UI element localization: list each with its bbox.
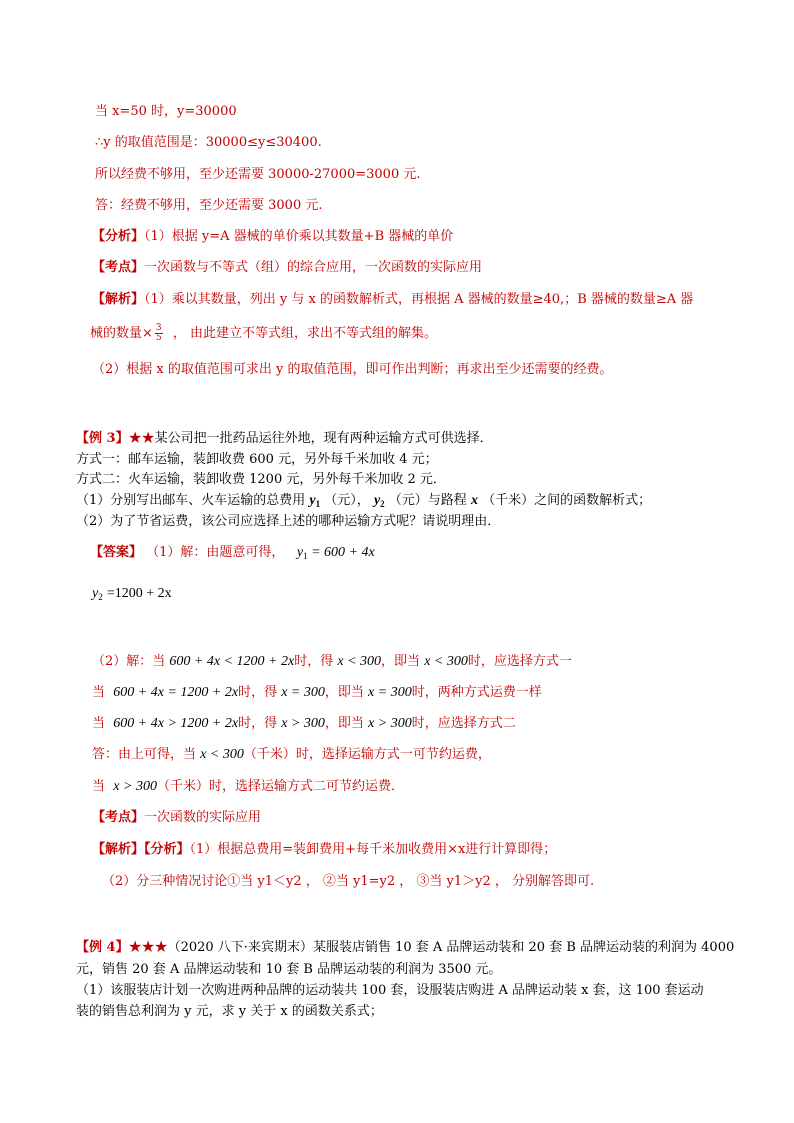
explanation-line-3: （2）根据 x 的取值范围可求出 y 的取值范围，即可作出判断；再求出至少还需要的经费。: [92, 362, 613, 377]
eq1-rhs: = 600 + 4x: [311, 545, 375, 560]
example-4-stars: ★★★: [128, 940, 168, 955]
question-1-text-b: （元），: [324, 493, 370, 508]
part-2-result: x < 300: [337, 654, 382, 669]
example-4-text-1: （2020 八下·来宾期末）某服装店销售 10 套 A 品牌运动装和 20 套 B 品牌运动装的利润为 4000: [167, 940, 735, 955]
eq1-sub: 1: [303, 551, 308, 561]
part-2-text-d: 时，应选择方式一: [467, 654, 572, 669]
ex3-keypoint-text: 一次函数的实际应用: [144, 810, 262, 825]
part-2-text-c: ，即当: [381, 654, 421, 669]
conclusion-2-text-a: 当: [92, 779, 106, 794]
example-4-label: 【例 4】: [76, 940, 129, 955]
part-2-text-a: （2）解：当: [92, 654, 166, 669]
fraction-three-fifths: [155, 324, 163, 343]
explanation-text-2b: ， 由此建立不等式组，求出不等式组的解集。: [172, 326, 438, 341]
part-3-result: x = 300: [281, 685, 325, 700]
part-2-line-3: [92, 716, 516, 732]
ex3-keypoint-label: 【考点】: [92, 810, 145, 825]
part-4-text-a: 当: [92, 716, 106, 731]
equation-y1: [297, 545, 375, 560]
keypoint-label: 【考点】: [92, 260, 145, 275]
example-3-way-1: 方式一：邮车运输，装卸收费 600 元，另外每千米加收 4 元；: [76, 452, 438, 467]
ex3-keypoint-line: [92, 810, 261, 826]
var-y2-main: y: [373, 493, 381, 508]
analysis-label: 【分析】: [92, 229, 145, 244]
part-4-text-c: ，即当: [324, 716, 364, 731]
part-4-text-b: 时，得: [238, 716, 278, 731]
example-3-header: [76, 431, 493, 447]
eq1-lhs: y: [296, 545, 304, 560]
fraction-denominator: 5: [155, 333, 162, 343]
eq2-rhs: =1200 + 2x: [106, 586, 172, 601]
answer-label: 【答案】: [90, 545, 143, 560]
example-3-label: 【例 3】: [76, 431, 129, 446]
conclusion-2-text-b: （千米）时，选择运输方式二可节约运费．: [156, 779, 404, 794]
conclusion-text-a: 答：由上可得，当: [92, 747, 197, 762]
conclusion-line-1: [92, 747, 491, 763]
var-x: x: [470, 493, 478, 508]
var-y2-sub: 2: [380, 499, 385, 509]
conclusion-result: x < 300: [200, 747, 244, 762]
ex3-explanation-label: 【解析】【分析】: [92, 842, 190, 857]
example-3-intro: 某公司把一批药品运往外地，现有两种运输方式可供选择．: [154, 431, 493, 446]
part-3-result-2: x = 300: [368, 685, 412, 700]
explanation-line-2: [90, 324, 437, 343]
fraction-numerator: 3: [155, 323, 162, 333]
part-4-inequality: 600 + 4x > 1200 + 2x: [113, 716, 239, 731]
eq2-var: [92, 586, 103, 601]
part-2-line-1: [92, 654, 572, 670]
ex3-explanation-line-2: （2）分三种情况讨论①当 y1＜y2 ， ②当 y1=y2 ， ③当 y1＞y2 ， 分别解答即可.: [102, 874, 595, 889]
example-4-line-3: （1）该服装店计划一次购进两种品牌的运动装共 100 套，设服装店购进 A 品牌运动装 x 套，这 100 套运动: [76, 983, 704, 998]
part-2-text-b: 时，得: [294, 654, 334, 669]
part-3-text-a: 当: [92, 685, 106, 700]
part-4-text-d: 时，应选择方式二: [411, 716, 516, 731]
part-3-text-b: 时，得: [238, 685, 278, 700]
part-2-inequality: 600 + 4x < 1200 + 2x: [169, 654, 295, 669]
solution-line-3: 所以经费不够用，至少还需要 30000-27000=3000 元.: [95, 167, 421, 182]
question-1-text-c: （元）与路程: [388, 493, 467, 508]
conclusion-2-result: x > 300: [113, 779, 157, 794]
answer-text: （1）解：由题意可得，: [146, 545, 285, 560]
keypoint-text: 一次函数与不等式（组）的综合应用，一次函数的实际应用: [144, 260, 483, 275]
explanation-label: 【解析】: [92, 292, 145, 307]
example-3-way-2: 方式二：火车运输，装卸收费 1200 元，另外每千米加收 2 元．: [76, 472, 446, 487]
equation-y2: [92, 586, 172, 605]
example-4-line-4: 装的销售总利润为 y 元，求 y 关于 x 的函数关系式；: [76, 1004, 383, 1019]
conclusion-text-b: （千米）时，选择运输方式一可节约运费，: [243, 747, 491, 762]
question-1-text-d: （千米）之间的函数解析式；: [482, 493, 652, 508]
part-4-result: x > 300: [281, 716, 325, 731]
analysis-text: （1）根据 y=A 器械的单价乘以其数量+B 器械的单价: [144, 229, 454, 244]
example-4-line-1: [76, 940, 734, 956]
example-3-stars: ★★: [128, 431, 155, 446]
var-y2: [374, 493, 385, 508]
part-3-equation: 600 + 4x = 1200 + 2x: [113, 685, 239, 700]
part-2-result-2: x < 300: [424, 654, 468, 669]
question-1-text-a: （1）分别写出邮车、火车运输的总费用: [76, 493, 306, 508]
solution-line-2: ∴y 的取值范围是：30000≤y≤30400.: [95, 135, 322, 150]
var-y1-main: y: [309, 493, 316, 508]
explanation-text-1: （1）乘以其数量，列出 y 与 x 的函数解析式，再根据 A 器械的数量≥40,；B 器械的数量≥A 器: [144, 292, 694, 307]
var-y1-sub: 1: [315, 499, 321, 509]
part-4-result-2: x > 300: [368, 716, 412, 731]
part-3-text-c: ，即当: [324, 685, 364, 700]
keypoint-line: [92, 260, 482, 276]
part-2-line-2: [92, 685, 542, 701]
eq2-lhs: y: [92, 586, 99, 601]
answer-line: [90, 545, 375, 564]
example-3-question-1: [76, 493, 651, 512]
example-3-question-2: （2）为了节省运费，该公司应选择上述的哪种运输方式呢？请说明理由．: [76, 514, 501, 529]
eq2-sub: 2: [98, 592, 103, 602]
var-y1: [309, 493, 320, 508]
example-4-line-2: 元，销售 20 套 A 品牌运动装和 10 套 B 品牌运动装的利润为 3500 元。: [76, 962, 502, 977]
ex3-explanation-text: （1）根据总费用=装卸费用+每千米加收费用×x进行计算即得；: [189, 842, 557, 857]
conclusion-line-2: [92, 779, 404, 795]
solution-line-4: 答：经费不够用，至少还需要 3000 元.: [95, 198, 323, 213]
explanation-line-1: [92, 292, 693, 308]
analysis-line: [92, 229, 453, 245]
part-3-text-d: 时，两种方式运费一样: [411, 685, 542, 700]
ex3-explanation-line: [92, 842, 556, 858]
explanation-text-2a: 械的数量×: [90, 326, 153, 341]
solution-line-1: 当 x=50 时，y=30000: [95, 104, 237, 119]
